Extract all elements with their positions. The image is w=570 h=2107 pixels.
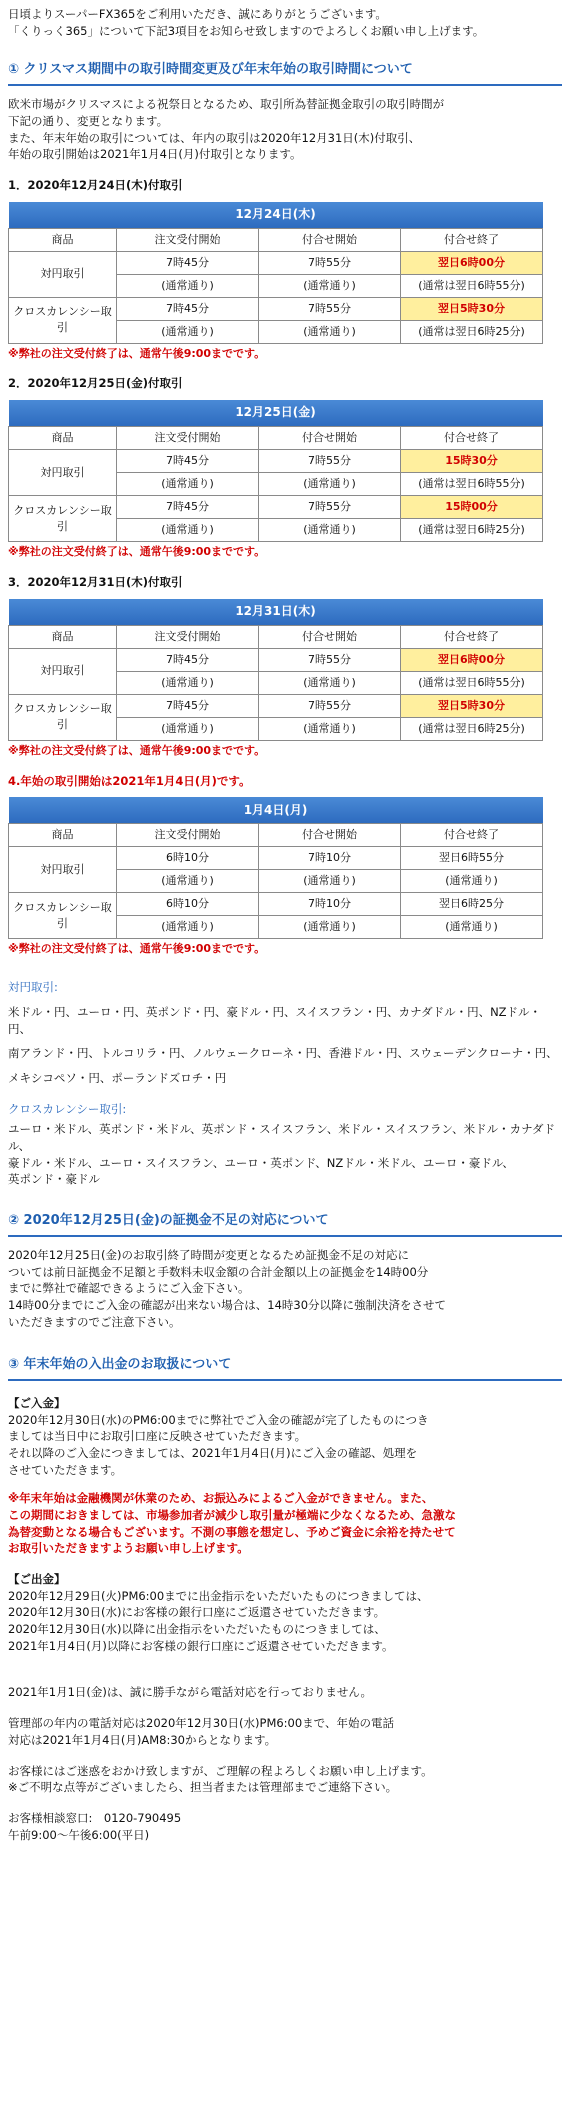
order-cutoff-note: ※弊社の注文受付終了は、通常午後9:00までです。 xyxy=(8,545,266,559)
column-header: 商品 xyxy=(9,427,117,450)
match-start-cell: 7時55分 xyxy=(259,648,401,671)
match-end-cell: (通常は翌日6時25分) xyxy=(401,320,543,343)
match-start-cell: (通常通り) xyxy=(259,870,401,893)
trading-hours-table xyxy=(8,599,543,741)
order-start-cell: (通常通り) xyxy=(117,519,259,542)
trading-hours-table xyxy=(8,797,543,939)
section2-paragraph xyxy=(8,1247,562,1330)
paragraph-line: 2020年12月29日(火)PM6:00までに出金指示をいただいたものにつきましては、 xyxy=(8,1588,429,1603)
column-header: 注文受付開始 xyxy=(117,824,259,847)
match-start-cell: 7時55分 xyxy=(259,496,401,519)
order-start-cell: 7時45分 xyxy=(117,648,259,671)
product-cell: クロスカレンシー取引 xyxy=(9,694,117,740)
paragraph-line: 2020年12月25日(金)のお取引終了時間が変更となるため証拠金不足の対応に xyxy=(8,1247,410,1262)
holiday-warning xyxy=(8,1490,562,1557)
column-header: 付合せ開始 xyxy=(259,228,401,251)
section1-paragraph xyxy=(8,96,562,163)
match-end-cell: 翌日6時00分 xyxy=(401,251,543,274)
product-cell: 対円取引 xyxy=(9,450,117,496)
order-cutoff-note: ※弊社の注文受付終了は、通常午後9:00までです。 xyxy=(8,942,266,956)
match-end-cell: 翌日6時25分 xyxy=(401,893,543,916)
paragraph-line: いただきますのでご注意下さい。 xyxy=(8,1314,181,1329)
pairs-line: 南アランド・円、トルコリラ・円、ノルウェークローネ・円、香港ドル・円、スウェーデンクローナ・円、 xyxy=(8,1046,558,1061)
table-subtitle: 4.年始の取引開始は2021年1月4日(月)です。 xyxy=(8,773,251,788)
paragraph-line: 14時00分までにご入金の確認が出来ない場合は、14時30分以降に強制決済をさせて xyxy=(8,1297,447,1312)
section2-title: ② 2020年12月25日(金)の証拠金不足の対応について xyxy=(8,1212,562,1237)
phone-notice: 2021年1月1日(金)は、誠に勝手ながら電話対応を行っておりません。 xyxy=(8,1685,373,1700)
match-start-cell: (通常通り) xyxy=(259,717,401,740)
pairs-line: メキシコペソ・円、ポーランドズロチ・円 xyxy=(8,1071,227,1085)
order-start-cell: 7時45分 xyxy=(117,297,259,320)
table-row xyxy=(9,496,543,519)
section1-title: ① クリスマス期間中の取引時間変更及び年末年始の取引時間について xyxy=(8,61,562,86)
column-header: 付合せ終了 xyxy=(401,427,543,450)
paragraph-line: 2021年1月4日(月)以降にお客様の銀行口座にご返還させていただきます。 xyxy=(8,1638,394,1653)
pairs-line: ユーロ・米ドル、英ポンド・米ドル、英ポンド・スイスフラン、米ドル・スイスフラン、米ドル・カナダドル、 xyxy=(8,1122,556,1154)
pairs-line: 米ドル・円、ユーロ・円、英ポンド・円、豪ドル・円、スイスフラン・円、カナダドル・円、NZドル・円、 xyxy=(8,1004,542,1036)
match-end-cell: 翌日6時55分 xyxy=(401,847,543,870)
match-end-cell: 15時00分 xyxy=(401,496,543,519)
paragraph-line: 2020年12月30日(水)にお客様の銀行口座にご返還させていただきます。 xyxy=(8,1605,386,1620)
match-start-cell: 7時55分 xyxy=(259,297,401,320)
match-start-cell: 7時10分 xyxy=(259,893,401,916)
column-header: 付合せ終了 xyxy=(401,228,543,251)
table-row xyxy=(9,893,543,916)
paragraph-line: させていただきます。 xyxy=(8,1462,123,1477)
table-row xyxy=(9,694,543,717)
match-start-cell: 7時55分 xyxy=(259,450,401,473)
warning-line: お取引いただきますようお願い申し上げます。 xyxy=(8,1541,249,1556)
match-start-cell: 7時55分 xyxy=(259,694,401,717)
match-end-cell: 15時30分 xyxy=(401,450,543,473)
column-header: 注文受付開始 xyxy=(117,427,259,450)
table-subtitle: 1．2020年12月24日(木)付取引 xyxy=(8,177,183,192)
withdraw-paragraph xyxy=(8,1588,562,1655)
match-end-cell: 翌日5時30分 xyxy=(401,694,543,717)
paragraph-line: お客様にはご迷惑をおかけ致しますが、ご理解の程よろしくお願い申し上げます。 xyxy=(8,1763,433,1778)
product-cell: クロスカレンシー取引 xyxy=(9,496,117,542)
product-cell: クロスカレンシー取引 xyxy=(9,893,117,939)
match-end-cell: (通常は翌日6時25分) xyxy=(401,717,543,740)
paragraph-line: ましては当日中にお取引口座に反映させていただきます。 xyxy=(8,1429,307,1444)
trading-hours-tables xyxy=(8,177,562,957)
contact-hours: 午前9:00～午後6:00(平日) xyxy=(8,1827,150,1842)
table-row xyxy=(9,251,543,274)
product-cell: 対円取引 xyxy=(9,648,117,694)
match-end-cell: 翌日5時30分 xyxy=(401,297,543,320)
warning-line: 為替変動となる場合もございます。不測の事態を想定し、予めご資金に余裕を持たせて xyxy=(8,1524,456,1539)
match-end-cell: (通常は翌日6時25分) xyxy=(401,519,543,542)
table-row xyxy=(9,450,543,473)
order-start-cell: (通常通り) xyxy=(117,274,259,297)
match-start-cell: (通常通り) xyxy=(259,473,401,496)
order-cutoff-note: ※弊社の注文受付終了は、通常午後9:00までです。 xyxy=(8,346,266,360)
contact-info xyxy=(8,1810,562,1843)
pairs-line: 豪ドル・米ドル、ユーロ・スイスフラン、ユーロ・英ポンド、NZドル・米ドル、ユーロ・豪ドル、 xyxy=(8,1155,514,1170)
apology-text xyxy=(8,1763,562,1796)
column-header: 商品 xyxy=(9,625,117,648)
section3-title: ③ 年末年始の入出金のお取扱について xyxy=(8,1356,562,1381)
column-header: 付合せ開始 xyxy=(259,427,401,450)
pairs-line: 英ポンド・豪ドル xyxy=(8,1172,100,1187)
table-row xyxy=(9,847,543,870)
paragraph-line: 管理部の年内の電話対応は2020年12月30日(水)PM6:00まで、年始の電話 xyxy=(8,1716,394,1731)
match-end-cell: (通常通り) xyxy=(401,916,543,939)
contact-phone: お客様相談窓口: 0120-790495 xyxy=(8,1810,182,1825)
warning-line: ※年末年始は金融機関が休業のため、お振込みによるご入金ができません。また、 xyxy=(8,1491,434,1506)
match-end-cell: 翌日6時00分 xyxy=(401,648,543,671)
column-header: 付合せ終了 xyxy=(401,824,543,847)
table-caption: 1月4日(月) xyxy=(9,797,543,824)
column-header: 付合せ開始 xyxy=(259,625,401,648)
paragraph-line: それ以降のご入金につきましては、2021年1月4日(月)にご入金の確認、処理を xyxy=(8,1446,418,1461)
match-end-cell: (通常通り) xyxy=(401,870,543,893)
cross-pairs-list xyxy=(8,1121,562,1188)
paragraph-line: ※ご不明な点等がございましたら、担当者または管理部までご連絡下さい。 xyxy=(8,1780,398,1795)
table-caption: 12月25日(金) xyxy=(9,400,543,427)
match-start-cell: (通常通り) xyxy=(259,519,401,542)
table-row xyxy=(9,297,543,320)
yen-pairs-title: 対円取引: xyxy=(8,980,58,995)
paragraph-line: ついては前日証拠金不足額と手数料未収金額の合計金額以上の証拠金を14時00分 xyxy=(8,1264,429,1279)
order-start-cell: 7時45分 xyxy=(117,694,259,717)
paragraph-line: 欧米市場がクリスマスによる祝祭日となるため、取引所為替証拠金取引の取引時間が xyxy=(8,97,445,112)
match-start-cell: (通常通り) xyxy=(259,916,401,939)
trading-hours-table xyxy=(8,202,543,344)
column-header: 付合せ開始 xyxy=(259,824,401,847)
order-cutoff-note: ※弊社の注文受付終了は、通常午後9:00までです。 xyxy=(8,743,266,757)
withdraw-heading: 【ご出金】 xyxy=(8,1572,66,1587)
order-start-cell: (通常通り) xyxy=(117,870,259,893)
table-caption: 12月31日(木) xyxy=(9,599,543,626)
warning-line: この期間におきましては、市場参加者が減少し取引量が極端に少なくなるため、急激な xyxy=(8,1508,457,1523)
match-start-cell: (通常通り) xyxy=(259,320,401,343)
order-start-cell: 7時45分 xyxy=(117,251,259,274)
product-cell: 対円取引 xyxy=(9,251,117,297)
match-start-cell: (通常通り) xyxy=(259,671,401,694)
column-header: 商品 xyxy=(9,228,117,251)
match-end-cell: (通常は翌日6時55分) xyxy=(401,274,543,297)
order-start-cell: (通常通り) xyxy=(117,320,259,343)
table-subtitle: 3．2020年12月31日(木)付取引 xyxy=(8,575,183,590)
deposit-heading: 【ご入金】 xyxy=(8,1396,66,1411)
column-header: 注文受付開始 xyxy=(117,228,259,251)
order-start-cell: 7時45分 xyxy=(117,450,259,473)
order-start-cell: 6時10分 xyxy=(117,847,259,870)
order-start-cell: (通常通り) xyxy=(117,916,259,939)
table-subtitle: 2．2020年12月25日(金)付取引 xyxy=(8,376,183,391)
intro xyxy=(8,6,562,39)
column-header: 付合せ終了 xyxy=(401,625,543,648)
intro-line: 日頃よりスーパーFX365をご利用いただき、誠にありがとうございます。 xyxy=(8,7,387,21)
order-start-cell: (通常通り) xyxy=(117,473,259,496)
product-cell: 対円取引 xyxy=(9,847,117,893)
column-header: 注文受付開始 xyxy=(117,625,259,648)
deposit-paragraph xyxy=(8,1412,562,1479)
order-start-cell: (通常通り) xyxy=(117,717,259,740)
trading-hours-table xyxy=(8,400,543,542)
order-start-cell: 6時10分 xyxy=(117,893,259,916)
match-end-cell: (通常は翌日6時55分) xyxy=(401,671,543,694)
column-header: 商品 xyxy=(9,824,117,847)
match-start-cell: 7時10分 xyxy=(259,847,401,870)
match-start-cell: 7時55分 xyxy=(259,251,401,274)
admin-hours xyxy=(8,1715,562,1748)
match-start-cell: (通常通り) xyxy=(259,274,401,297)
order-start-cell: 7時45分 xyxy=(117,496,259,519)
intro-line: 「くりっく365」について下記3項目をお知らせ致しますのでよろしくお願い申し上げます。 xyxy=(8,23,485,38)
paragraph-line: までに弊社で確認できるようにご入金下さい。 xyxy=(8,1281,250,1296)
table-caption: 12月24日(木) xyxy=(9,202,543,229)
paragraph-line: 対応は2021年1月4日(月)AM8:30からとなります。 xyxy=(8,1732,277,1747)
order-start-cell: (通常通り) xyxy=(117,671,259,694)
paragraph-line: 年始の取引開始は2021年1月4日(月)付取引となります。 xyxy=(8,147,302,162)
paragraph-line: 2020年12月30日(水)のPM6:00までに弊社でご入金の確認が完了したものにつき xyxy=(8,1412,429,1427)
table-row xyxy=(9,648,543,671)
product-cell: クロスカレンシー取引 xyxy=(9,297,117,343)
paragraph-line: また、年末年始の取引については、年内の取引は2020年12月31日(木)付取引、 xyxy=(8,130,421,145)
paragraph-line: 2020年12月30日(水)以降に出金指示をいただいたものにつきましては、 xyxy=(8,1622,386,1637)
paragraph-line: 下記の通り、変更となります。 xyxy=(8,113,169,128)
yen-pairs-list xyxy=(8,1004,562,1087)
match-end-cell: (通常は翌日6時55分) xyxy=(401,473,543,496)
cross-pairs-title: クロスカレンシー取引: xyxy=(8,1101,127,1116)
